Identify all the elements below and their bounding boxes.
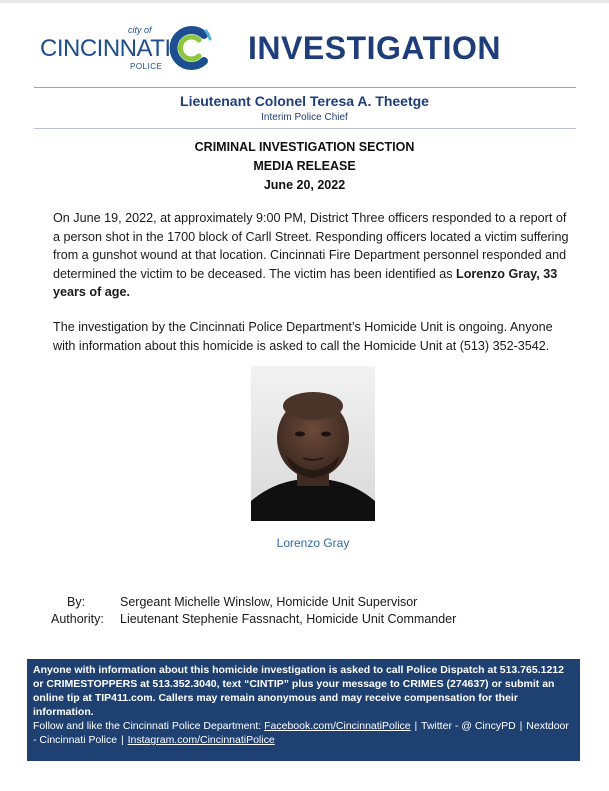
victim-identity: Lorenzo Gray, 33 years of age. [53,266,558,299]
follow-text: Follow and like the Cincinnati Police Department: [33,720,265,732]
nextdoor-text[interactable]: Nextdoor - Cincinnati Police [33,720,569,746]
logo-city-of: city of [128,25,152,35]
chief-title: Interim Police Chief [261,112,348,123]
logo-city-name: CINCINNATI [40,35,171,62]
incident-paragraph [53,209,573,302]
release-date: June 20, 2022 [263,178,346,192]
twitter-text[interactable]: Twitter - @ CincyPD [421,720,516,732]
instagram-link[interactable]: Instagram.com/CincinnatiPolice [127,734,275,746]
tip-info-text: Anyone with information about this homicide investigation is asked to call Police Dispatch at 513.765.1212 or CRIMESTOPPERS at 513.352.3040, text “CINTIP” plus your message to CRIMES (274637) or submit an online tip at TIP411.com. Callers may remain anonymous and may receive compensation for their information. [33,664,564,718]
header-divider [34,87,576,88]
page-top-rule [0,0,609,3]
chief-divider [34,128,576,129]
cincinnati-police-logo [38,25,218,75]
facebook-link[interactable]: Facebook.com/CincinnatiPolice [264,720,411,732]
tip-info-box [27,659,580,761]
incident-text: On June 19, 2022, at approximately 9:00 PM, District Three officers responded to a report of a person shot in the 1700 block of Carll Street. Responding officers located a victim suffering from a gunshot wound at that location. Cincinnati Fire Department personnel responded and determined the victim to be deceased. The victim has been identified as [53,211,569,281]
separator: | [120,734,124,746]
social-links [33,719,574,747]
separator: | [519,720,523,732]
release-type: MEDIA RELEASE [253,159,356,173]
city-c-logo-icon [166,25,212,71]
chief-name: Lieutenant Colonel Teresa A. Theetge [180,93,429,109]
logo-police: POLICE [130,62,163,71]
authority-label: Authority: [51,612,104,626]
separator: | [414,720,418,732]
page-title: INVESTIGATION [248,30,502,66]
section-heading: CRIMINAL INVESTIGATION SECTION [194,140,415,154]
investigation-paragraph: The investigation by the Cincinnati Police Department’s Homicide Unit is ongoing. Anyone with information about this homicide is asked to call the Homicide Unit at (513) 352-3542. [53,320,553,353]
authority-value: Lieutenant Stephenie Fassnacht, Homicide Unit Commander [120,612,457,626]
photo-caption: Lorenzo Gray [276,536,350,550]
by-value: Sergeant Michelle Winslow, Homicide Unit Supervisor [120,595,418,609]
victim-photo [251,366,375,521]
by-label: By: [67,595,86,609]
